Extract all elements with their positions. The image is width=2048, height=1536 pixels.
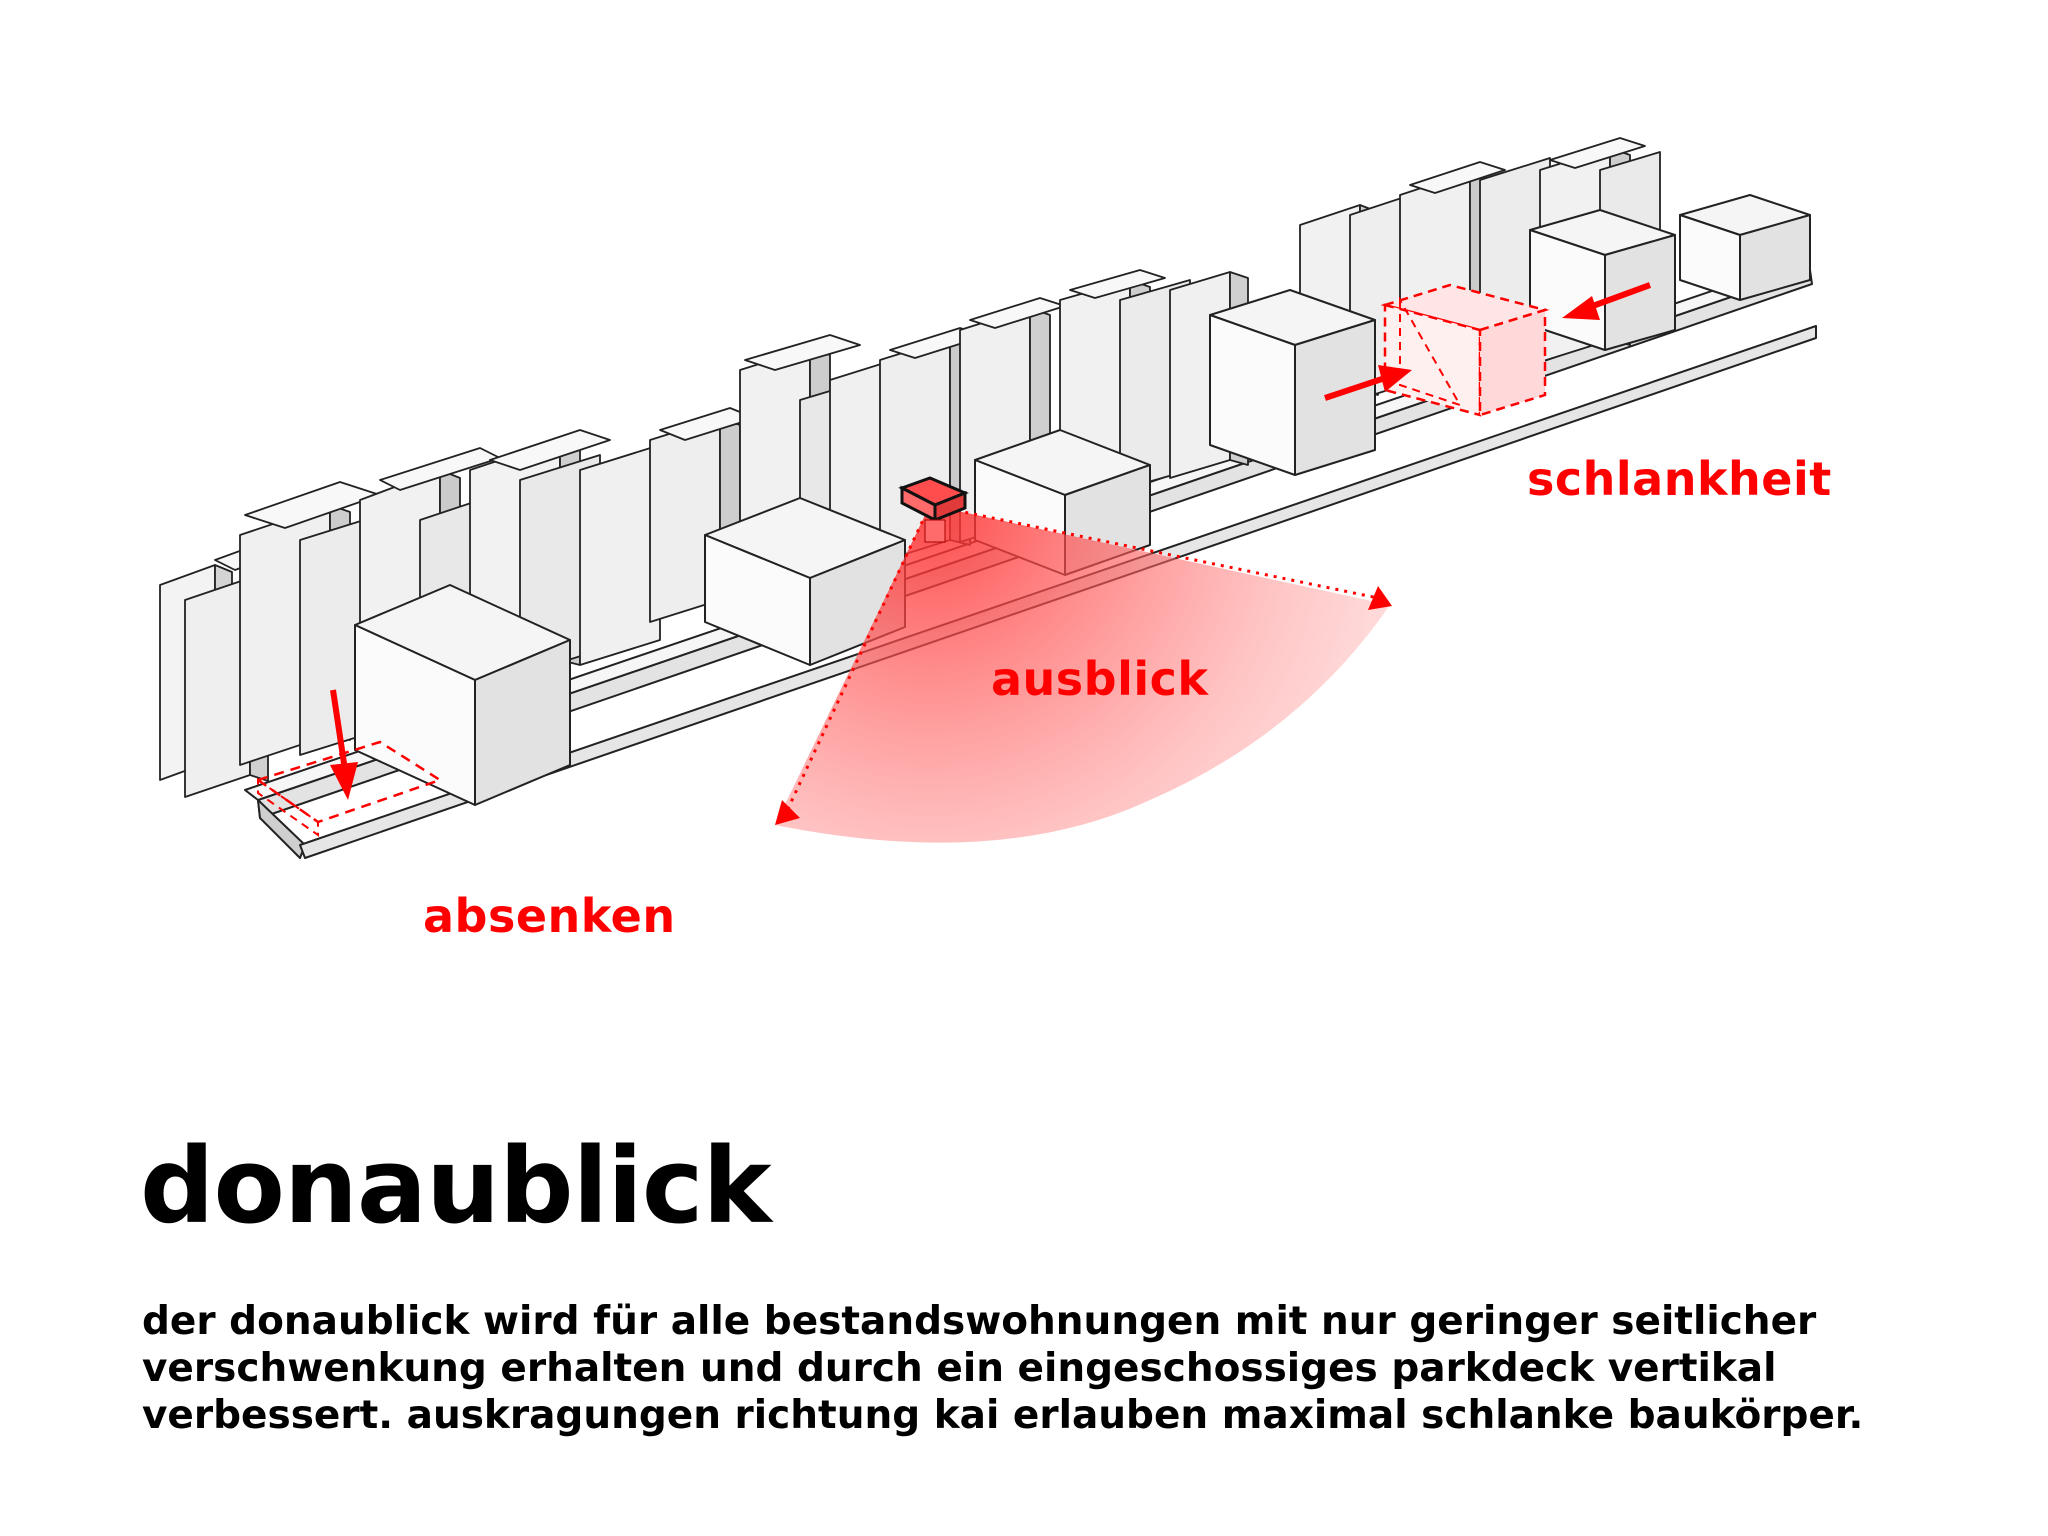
description-line: der donaublick wird für alle bestandswohnungen mit nur geringer seitlicher bbox=[142, 1299, 1817, 1344]
label-schlankheit: schlankheit bbox=[1527, 452, 1832, 506]
label-absenken: absenken bbox=[423, 889, 676, 943]
description-text bbox=[142, 1298, 2022, 1439]
page-title: donaublick bbox=[140, 1125, 771, 1247]
description-line: verschwenkung erhalten und durch ein eingeschossiges parkdeck vertikal bbox=[142, 1346, 1777, 1391]
label-ausblick: ausblick bbox=[991, 652, 1209, 706]
description-line: verbessert. auskragungen richtung kai erlauben maximal schlanke baukörper. bbox=[142, 1393, 1864, 1438]
